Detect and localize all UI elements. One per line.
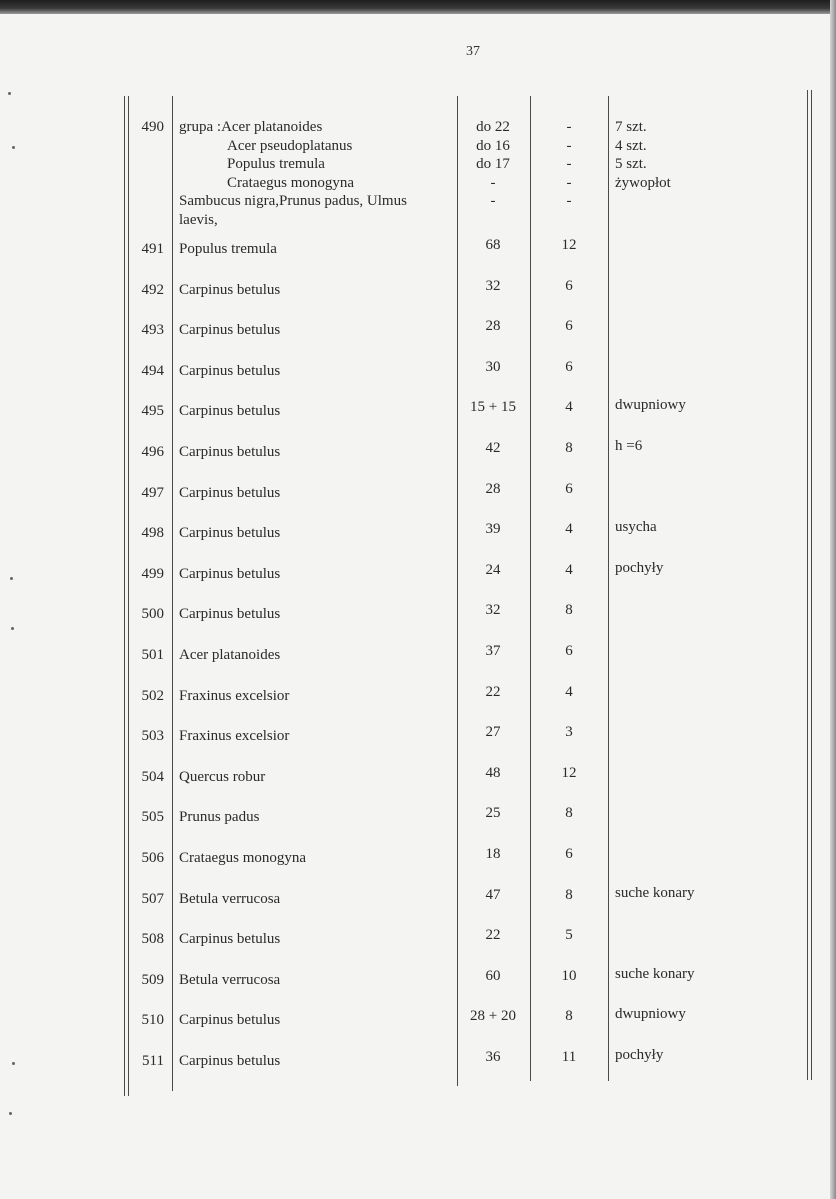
row-number: 490 [141,119,164,135]
row-number: 505 [141,809,164,826]
diameter-value: 32 [485,277,501,294]
species-name: Carpinus betulus [179,931,281,948]
circumference-value: 4 [565,683,573,700]
circumference-value: 4 [565,521,573,538]
diameter-value: 28 [485,480,501,497]
circumference-value: - [566,137,572,154]
row-number: 498 [141,525,164,542]
circumference-value: 6 [565,846,573,862]
remark: h =6 [615,438,643,454]
circumference-value: 6 [565,318,573,335]
row-number: 492 [141,281,164,298]
species-name: Fraxinus excelsior [179,687,290,704]
circumference-value: - [566,156,572,172]
circumference-value: - [566,174,572,191]
diameter-value: 30 [485,358,501,375]
remark: 7 szt. [615,119,647,135]
row-number: 496 [141,444,164,460]
column-divider [608,96,609,1081]
scan-speck [12,1062,15,1065]
table-left-border [124,96,125,1096]
diameter-value: 68 [485,237,501,253]
row-number: 497 [141,484,164,501]
circumference-value: 3 [565,724,573,741]
diameter-value: 28 [485,318,501,335]
circumference-value: 11 [561,1049,577,1065]
scan-speck [9,1112,12,1115]
diameter-value: do 17 [476,156,510,172]
remark: suche konary [615,884,695,901]
species-name: Betula verrucosa [179,890,281,907]
circumference-value: 8 [565,805,573,822]
circumference-value: 8 [565,1008,573,1025]
diameter-value: 47 [485,886,501,903]
scan-right-edge [830,0,836,1199]
species-name: Prunus padus [179,809,260,826]
circumference-value: 8 [565,886,573,903]
species-name: Carpinus betulus [179,403,281,420]
remark: dwupniowy [615,397,686,414]
remark: pochyły [615,1047,664,1063]
diameter-value: 42 [485,440,501,456]
circumference-value: 6 [565,277,573,294]
species-name: Carpinus betulus [179,1012,281,1029]
row-number: 495 [141,403,164,420]
row-number: 499 [141,565,164,582]
circumference-value: 8 [565,440,573,456]
remark: pochyły [615,559,664,576]
row-number: 491 [141,241,164,257]
circumference-value: 12 [561,764,577,781]
diameter-value: 24 [485,561,501,578]
species-name: Carpinus betulus [179,362,281,379]
species-name: Carpinus betulus [179,606,281,623]
column-divider [172,96,173,1091]
diameter-value: 48 [485,764,501,781]
remark: 4 szt. [615,137,647,154]
circumference-value: 4 [565,561,573,578]
species-name: Carpinus betulus [179,525,281,542]
species-name: Carpinus betulus [179,322,281,339]
remark: żywopłot [615,174,671,191]
table-right-border-inner [811,90,812,1080]
diameter-value: 37 [485,643,501,659]
diameter-value: - [490,174,496,191]
remark: 5 szt. [615,156,647,172]
circumference-value: 6 [565,358,573,375]
scan-speck [10,577,13,580]
row-number: 510 [141,1012,164,1029]
species-name: Carpinus betulus [179,565,281,582]
species-name: Carpinus betulus [179,281,281,298]
diameter-value: 22 [485,927,501,944]
scan-speck [12,146,15,149]
circumference-value: 6 [565,480,573,497]
remark: suche konary [615,965,695,982]
diameter-value: 32 [485,602,501,619]
row-number: 494 [141,362,164,379]
species-name: Carpinus betulus [179,484,281,501]
diameter-value: 27 [485,724,501,741]
species-name: Populus tremula [227,156,325,172]
diameter-value: do 22 [476,119,510,135]
species-name: Betula verrucosa [179,971,281,988]
species-name: Populus tremula [179,241,277,257]
diameter-value: 22 [485,683,501,700]
row-number: 503 [141,728,164,745]
remark: usycha [615,519,657,536]
circumference-value: 4 [565,399,573,416]
remark: dwupniowy [615,1006,686,1023]
circumference-value: 8 [565,602,573,619]
row-number: 502 [141,687,164,704]
diameter-value: 28 + 20 [470,1008,516,1025]
diameter-value: 36 [485,1049,501,1065]
row-number: 508 [141,931,164,948]
scan-speck [8,92,11,95]
diameter-value: 18 [485,846,501,862]
row-number: 493 [141,322,164,339]
circumference-value: 5 [565,927,573,944]
diameter-value: 15 + 15 [470,399,516,416]
circumference-value: 10 [561,967,577,984]
scan-speck [11,627,14,630]
table-right-border [807,90,808,1080]
species-name: Quercus robur [179,768,266,785]
species-name: Sambucus nigra,Prunus padus, Ulmus [179,193,407,209]
row-number: 504 [141,768,164,785]
diameter-value: 60 [485,967,501,984]
column-divider [530,96,531,1081]
circumference-value: - [566,119,572,135]
diameter-value: do 16 [476,137,510,154]
diameter-value: 39 [485,521,501,538]
species-name: Carpinus betulus [179,1053,281,1069]
species-name: laevis, [179,211,218,228]
species-name: Crataegus monogyna [179,850,307,866]
diameter-value: - [490,193,496,209]
scan-top-edge [0,0,836,14]
row-number: 509 [141,971,164,988]
row-number: 501 [141,647,164,663]
page-number: 37 [466,44,480,59]
species-name: Crataegus monogyna [227,174,355,191]
row-number: 506 [141,850,164,866]
row-number: 507 [141,890,164,907]
species-name: Acer platanoides [179,647,281,663]
diameter-value: 25 [485,805,501,822]
circumference-value: - [566,193,572,209]
row-number: 511 [142,1053,164,1069]
species-name: Fraxinus excelsior [179,728,290,745]
circumference-value: 6 [565,643,573,659]
species-name: Carpinus betulus [179,444,281,460]
species-name: Acer pseudoplatanus [227,137,353,154]
circumference-value: 12 [561,237,577,253]
species-name: grupa :Acer platanoides [179,119,323,135]
row-number: 500 [141,606,164,623]
